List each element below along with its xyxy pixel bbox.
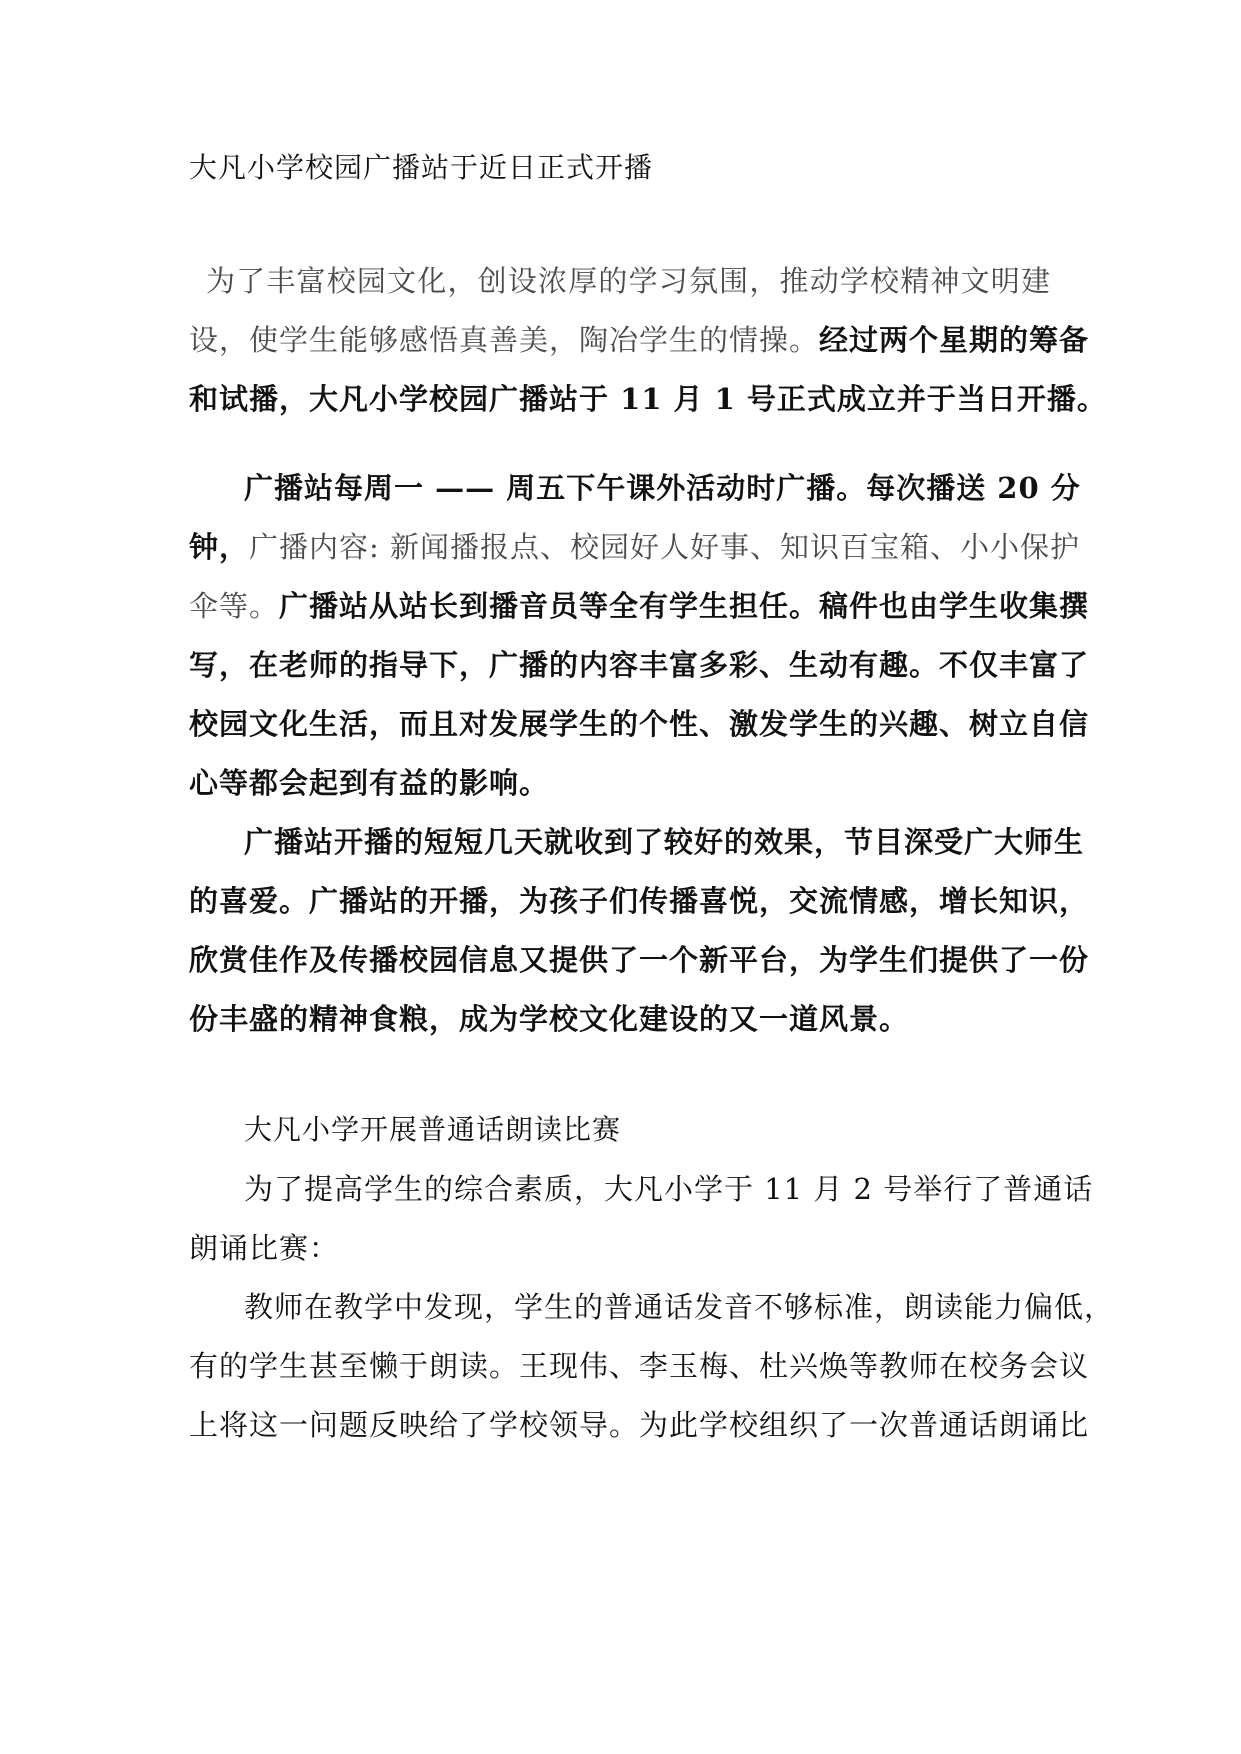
paragraph-2-line-3 — [189, 586, 1090, 626]
paragraph-2-line-2-part-a: 钟， — [189, 530, 250, 564]
paragraph-1-line-2-part-a: 设，使学生能够感悟真善美，陶冶学生的情操。 — [189, 323, 820, 357]
article-title-mandarin-contest: 大凡小学开展普通话朗读比赛 — [244, 1113, 622, 1146]
paragraph-2-line-2 — [189, 527, 1081, 567]
paragraph-4-line-1: 为了提高学生的综合素质，大凡小学于 11 月 2 号举行了普通话 — [244, 1172, 1094, 1206]
paragraph-2-line-5: 校园文化生活，而且对发展学生的个性、激发学生的兴趣、树立自信 — [189, 707, 1090, 741]
paragraph-1-line-1: 为了丰富校园文化，创设浓厚的学习氛围，推动学校精神文明建 — [206, 264, 1051, 298]
paragraph-1-line-2-part-b: 经过两个星期的筹备 — [819, 323, 1090, 357]
paragraph-2-line-2-part-b: 广播内容: 新闻播报点、校园好人好事、知识百宝箱、小小保护 — [249, 530, 1081, 564]
paragraph-1-line-2 — [189, 320, 1090, 360]
paragraph-2-line-6: 心等都会起到有益的影响。 — [189, 766, 550, 800]
article-title-broadcast: 大凡小学校园广播站于近日正式开播 — [189, 151, 654, 184]
paragraph-5-line-1: 教师在教学中发现，学生的普通话发音不够标准，朗读能力偏低， — [244, 1290, 1115, 1324]
paragraph-5-line-3: 上将这一问题反映给了学校领导。为此学校组织了一次普通话朗诵比 — [189, 1408, 1090, 1442]
paragraph-5-line-2: 有的学生甚至懒于朗读。王现伟、李玉梅、杜兴焕等教师在校务会议 — [189, 1349, 1090, 1383]
paragraph-2-line-4: 写，在老师的指导下，广播的内容丰富多彩、生动有趣。不仅丰富了 — [189, 648, 1090, 682]
paragraph-1-line-3: 和试播，大凡小学校园广播站于 11 月 1 号正式成立并于当日开播。 — [189, 382, 1107, 416]
paragraph-3-line-4: 份丰盛的精神食粮，成为学校文化建设的又一道风景。 — [189, 1002, 910, 1036]
paragraph-2-line-3-part-b: 广播站从站长到播音员等全有学生担任。稿件也由学生收集撰 — [279, 589, 1090, 623]
paragraph-3-line-3: 欣赏佳作及传播校园信息又提供了一个新平台，为学生们提供了一份 — [189, 943, 1090, 977]
paragraph-2-line-3-part-a: 伞等。 — [189, 589, 280, 623]
paragraph-3-line-1: 广播站开播的短短几天就收到了较好的效果，节目深受广大师生 — [244, 825, 1085, 859]
paragraph-3-line-2: 的喜爱。广播站的开播，为孩子们传播喜悦，交流情感，增长知识， — [189, 884, 1090, 918]
paragraph-4-line-2: 朗诵比赛： — [189, 1231, 340, 1265]
paragraph-2-line-1: 广播站每周一 —— 周五下午课外活动时广播。每次播送 20 分 — [244, 471, 1081, 505]
